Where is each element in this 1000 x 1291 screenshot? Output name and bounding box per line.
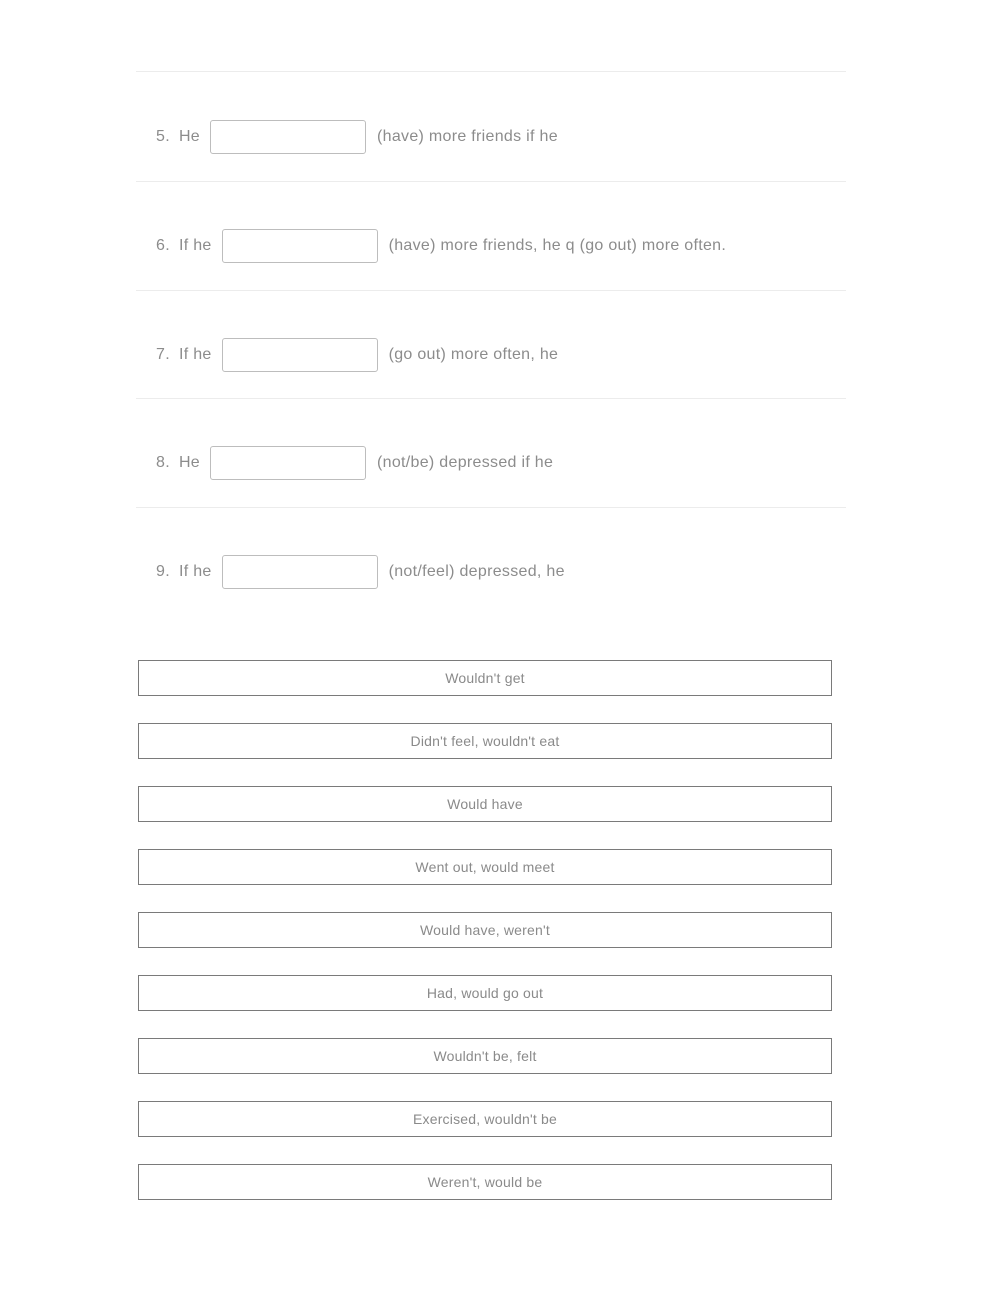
answer-option[interactable]: Didn't feel, wouldn't eat [138, 723, 832, 759]
question-number: 8. [156, 454, 170, 471]
divider [136, 290, 846, 291]
question-number: 6. [156, 237, 170, 254]
question-suffix: (not/feel) depressed, he [388, 563, 565, 580]
question-prefix: If he [178, 346, 212, 363]
answer-input-8[interactable] [210, 446, 366, 480]
question-prefix: He [178, 128, 201, 145]
answer-input-7[interactable] [222, 338, 378, 372]
question-suffix: (have) more friends, he q (go out) more often. [388, 237, 727, 254]
question-number: 7. [156, 346, 170, 363]
question-number: 5. [156, 128, 170, 145]
answer-option[interactable]: Would have [138, 786, 832, 822]
answer-option[interactable]: Exercised, wouldn't be [138, 1101, 832, 1137]
divider [136, 181, 846, 182]
answer-option[interactable]: Wouldn't be, felt [138, 1038, 832, 1074]
divider [136, 507, 846, 508]
question-suffix: (not/be) depressed if he [377, 454, 554, 471]
question-suffix: (go out) more often, he [388, 346, 559, 363]
answer-options [138, 660, 832, 1227]
question-suffix: (have) more friends if he [377, 128, 558, 145]
answer-option[interactable]: Had, would go out [138, 975, 832, 1011]
question-number: 9. [156, 563, 170, 580]
answer-option[interactable]: Went out, would meet [138, 849, 832, 885]
answer-option[interactable]: Weren't, would be [138, 1164, 832, 1200]
question-9 [156, 554, 565, 590]
question-7 [156, 337, 558, 373]
answer-option[interactable]: Wouldn't get [138, 660, 832, 696]
question-prefix: If he [178, 563, 212, 580]
answer-option[interactable]: Would have, weren't [138, 912, 832, 948]
answer-input-6[interactable] [222, 229, 378, 263]
answer-input-5[interactable] [210, 120, 366, 154]
question-6 [156, 228, 726, 264]
divider [136, 71, 846, 72]
answer-input-9[interactable] [222, 555, 378, 589]
question-prefix: He [178, 454, 201, 471]
divider [136, 398, 846, 399]
question-prefix: If he [178, 237, 212, 254]
question-8 [156, 445, 553, 481]
question-5 [156, 119, 558, 155]
